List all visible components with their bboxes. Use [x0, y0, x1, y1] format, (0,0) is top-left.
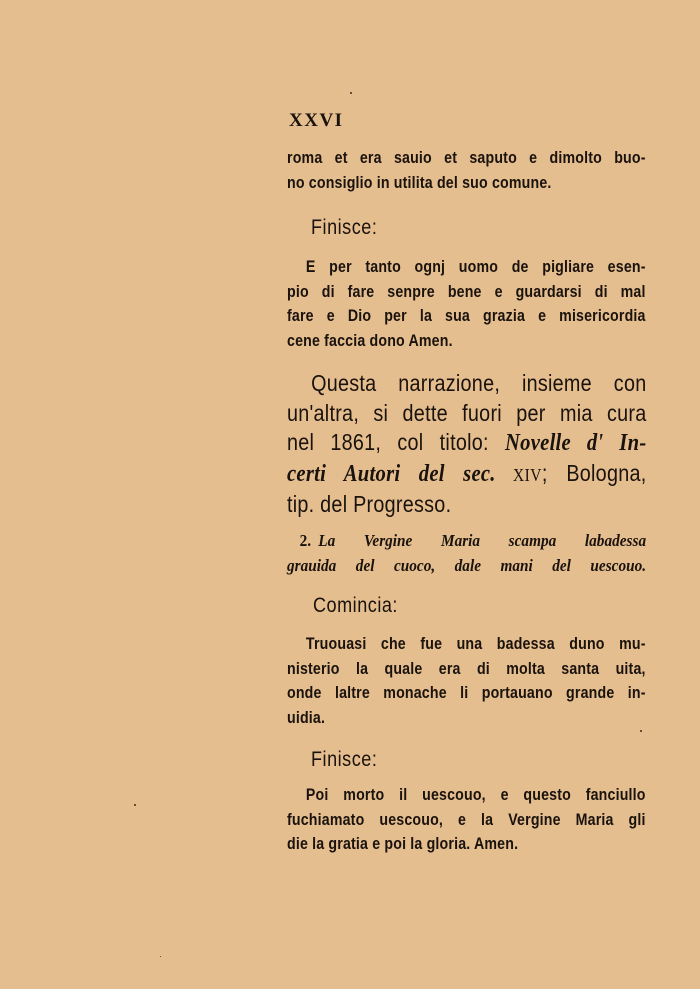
- paper-speck: [134, 804, 136, 806]
- text-line: roma et era sauio et saputo e dimolto buo-: [287, 149, 646, 167]
- text-line: E per tanto ognj uomo de pigliare esen-: [305, 258, 646, 276]
- text-line: fare e Dio per la sua grazia e misericordia: [287, 307, 646, 325]
- finisce-paragraph: [287, 255, 646, 353]
- text-line: die la gratia e poi la gloria. Amen.: [287, 835, 519, 853]
- text-line: uidia.: [287, 708, 326, 727]
- text-line: onde laltre monache li portauano grande in-: [287, 684, 646, 702]
- section-heading-comincia: Comincia:: [313, 594, 398, 617]
- text-line: tip. del Progresso.: [287, 491, 452, 517]
- section-heading-finisce-2: Finisce:: [311, 748, 378, 771]
- paper-speck: [350, 92, 352, 94]
- item-2-title: [287, 528, 646, 578]
- text-line: Questa narrazione, insieme con: [311, 370, 647, 396]
- century-numeral: XIV: [495, 464, 542, 485]
- item-number: 2.: [299, 531, 312, 550]
- text-line: un'altra, si dette fuori per mia cura: [287, 399, 647, 426]
- comincia-paragraph: [287, 632, 646, 730]
- book-title-italic: certi Autori del sec.: [287, 460, 496, 487]
- book-title-italic: Novelle d' In-: [504, 430, 647, 456]
- text-line: Truouasi che fue una badessa duno mu-: [305, 635, 646, 653]
- text-segment: nel 1861, col titolo:: [287, 429, 505, 455]
- text-line: fuchiamato uescouo, e la Vergine Maria gli: [287, 810, 646, 829]
- text-line: La Vergine Maria scampa labadessa: [318, 531, 647, 550]
- text-segment: ; Bologna,: [541, 459, 647, 486]
- text-line: Poi morto il uescouo, e questo fanciullo: [305, 786, 646, 804]
- paper-speck: [640, 730, 642, 732]
- intro-paragraph: [287, 146, 646, 195]
- text-line: nisterio la quale era di molta santa uita,: [287, 659, 646, 678]
- text-line: no consiglio in utilita del suo comune.: [287, 173, 552, 192]
- editor-note-paragraph: [287, 369, 646, 520]
- text-line: cene faccia dono Amen.: [287, 331, 453, 350]
- finisce-2-paragraph: [287, 783, 646, 857]
- text-line: pio di fare senpre bene e guardarsi di mal: [287, 282, 646, 301]
- text-line: grauida del cuoco, dale mani del uescouo.: [287, 556, 647, 575]
- section-heading-finisce: Finisce:: [311, 216, 378, 239]
- page-folio-number: XXVI: [289, 110, 344, 131]
- paper-speck: [160, 956, 161, 957]
